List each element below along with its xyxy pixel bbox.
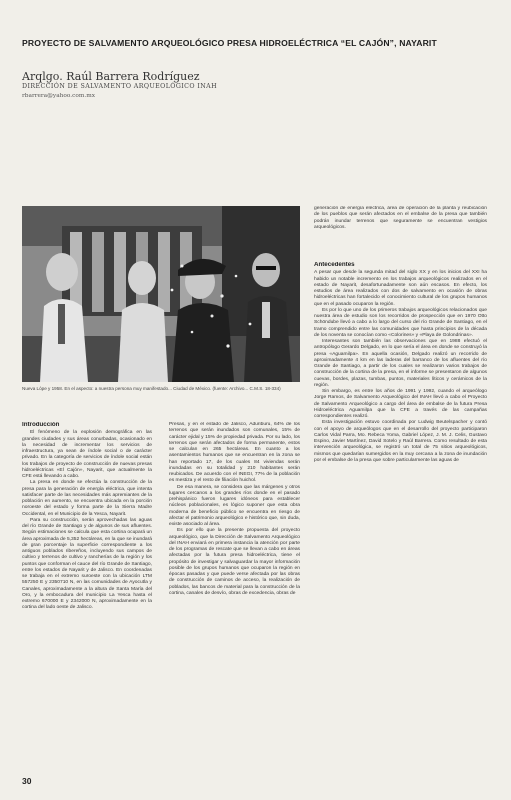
column-3-continuation xyxy=(314,206,487,242)
photo-illustration xyxy=(22,206,300,382)
author-email[interactable]: rbarrera@yahoo.com.mx xyxy=(22,93,95,99)
section-heading-antecedentes: Antecedentes xyxy=(314,262,355,268)
paragraph: Sin embargo, es entre los años de 1991 y 1992, cuando el arqueólogo Jorge Ramos, de Salvamento Arqueológico del INAH llevó a cabo el Proyecto de Salvamento Arqueológico a cargo del área de embalse de la futura Presa Hidroeléctrica Aguamilpa que la CFE a través de las campañas correspondientes realizó. xyxy=(314,389,487,419)
paragraph: La presa en donde se efectúa la construcción de la presa para la generación de energía eléctrica, que intenta satisfacer parte de las necesidades más apremiantes de la población en aumento, se encuentra ubicada en la porción noroeste del estado y forma parte de la Sierra Madre Occidental, en el Municipio de la Yesca, Nayarit. xyxy=(22,480,152,517)
paragraph: De esa manera, se considera que las márgenes y otros lugares cercanos a los grandes ríos donde en el pasado prehispánico fueron lugares idóneos para establecer núcleos poblacionales, es lógico suponer que esta obra moderna de beneficio público se encuentra en riesgo de afectar el patrimonio arqueológico e histórico que, sin duda, existe asociado al área. xyxy=(169,484,300,527)
photo-caption: Nueva Lópe y 1958. En el aspecto: a nuestra persona muy manifestado... Ciudad de México. (fuente: Archivo... C.M.S. 18-334) xyxy=(22,386,281,391)
paragraph: generación de energía eléctrica, área de operación de la planta y reubicación de los pueblos que serán afectados en el embalse de la presa que también podrán inundar terrenos que seguramente se encuentran vestigios arqueológicos. xyxy=(314,206,487,230)
paragraph: Es por ello que la presente propuesta del proyecto arqueológico, que la Dirección de Salvamento Arqueológico del INAH enviará en primera instancia la atención por parte de los programas de rescate que se llevan a cabo en áreas afectadas por la futura presa hidroeléctrica, tiene el propósito de investigar y salvaguardar la mayor información posible de los grupos humanos que ocuparon la región en épocas pasadas y que puede verse afectada por las obras de construcción de caminos de acceso, la realización de poblados, las bancos de material para la construcción de la cortina, canales de desvío, obras de excedencia, obras de xyxy=(169,528,300,596)
column-2 xyxy=(169,422,300,762)
column-1 xyxy=(22,422,152,762)
paragraph: Es por lo que uno de los primeros trabajos arqueológicos relacionados que nuestra área de estudio son los recorridos de prospección que en 1970 Otto Schöndube llevó a cabo a lo largo del curso del río Grande de Santiago, en el tramo comprendido entre las comunidades que hasta principios de la década de los noventa se conocían como «Colorines» y «Playa de Golondrinas». xyxy=(314,307,487,338)
author-name: Arqlgo. Raúl Barrera Rodríguez xyxy=(22,70,200,83)
page-number: 30 xyxy=(22,776,32,786)
archival-photo xyxy=(22,206,300,382)
article-title: PROYECTO DE SALVAMENTO ARQUEOLÓGICO PRESA HIDROELÉCTRICA “EL CAJÓN”, NAYARIT xyxy=(22,38,437,48)
paragraph: A pesar que desde la segunda mitad del siglo XX y en los inicios del XXI ha habido un notable incremento en los trabajos arqueológicos realizados en el estado de Nayarit, desafortunadamente son aún escasos. En efecto, los estudios de área realizados con dos de salvamento en ocasión de obras hidroeléctricas han fortalecido el conocimiento cultural de los grupos humanos que en el pasado ocuparon la región. xyxy=(314,270,487,307)
paragraph: El fenómeno de la explosión demográfica en las grandes ciudades y sus áreas conurbadas, ocasionado en la necesidad de incrementar los servicios de infraestructura, ya sean de índole social o de carácter privado. En la categoría de servicios de índole social están los trabajos de proyecto de construcción de nuevas presas hidroeléctricas «El Cajón», Nayarit, que actualmente la CFE está llevando a cabo. xyxy=(22,430,152,479)
paragraph: Esta investigación estuvo coordinada por Ludwig Beutelspacher y contó con el apoyo de arqueólogos que en el desarrollo del proyecto participaron Carlos Vidal Parra, Mo. Rebeca Yoma, Gabriel López, J. M. J. Celis, Gustavo Espino, Javier Martínez, David Sotelo y Raúl Barrera. Como resultado de esta intervención arqueológica, se registró un total de 75 sitios arqueológicos, mismos que quedarían sumergidos en la muy cercana a la zona de inundación por el embalse de la presa que sobre particularmente las aguas de xyxy=(314,420,487,463)
paragraph: Presas, y en el estado de Jalisco, Aduriburu, 64% de los terrenos que serán inundados son comunales, 15% de carácter ejidal y 15% de propiedad privada. Por su lado, los terrenos que serán afectados de forma permanente, estos se calculan en 265 hectáreas. En cuanto a los asentamientos humanos que se encuentran en la zona se han reportado 17, de los cuales 84 viviendas serán inundadas en su totalidad y 210 habitantes serán reubicados. De acuerdo con el INEGI, 77% de la población es mestiza y el resto de filiación huichol. xyxy=(169,422,300,484)
paragraph: Para su construcción, serán aprovechadas las aguas del río Grande de Santiago y de algunos de sus afluentes. Según estimaciones se calcula que esta cortina ocupará un área aproximada de 5,352 hectáreas, en la que se inundará de gran porcentaje la superficie correspondiente a los antiguos poblados ribereños, incluyendo sus campos de cultivo y terrenos de cultivo y rancherías de la región y los puntos que conforman el cauce del río Grande de Santiago, entre los estados de Nayarit y de Jalisco. En coordenadas se trabaja en el extremo suroeste con la ubicación LTM 557250 E y 2350710 N, en las comunidades de Ayocutla y Canales, aproximadamente a la altura de Santa María del Oro, y la embocadura del municipio La Yesca hasta el extremo 670000 E y 2342000 N, aproximadamente en la cortina del lado oeste de Jalisco. xyxy=(22,517,152,611)
author-affiliation: DIRECCIÓN DE SALVAMENTO ARQUEOLÓGICO INAH xyxy=(22,83,217,90)
paragraph: Interesantes son también las observaciones que en 1988 efectuó el antropólogo Gerardo Delgado, en lo que sería el área en donde se construyó la presa «Aguamilpa». En aquella ocasión, Delgado realizó un recorrido de aproximadamente 4 km en las laderas del barranco de los afluentes del río Grande de Santiago, a partir de los cuales se realizaron varios trabajos de construcción de la cortina de la presa, en el informe se presentaron de algunos cuevas, bordes, plazas, tumbas, puntos, materiales líticos y cerámicos de la región. xyxy=(314,339,487,388)
section-heading-introduccion: Introducción xyxy=(22,422,60,428)
column-3 xyxy=(314,262,487,762)
